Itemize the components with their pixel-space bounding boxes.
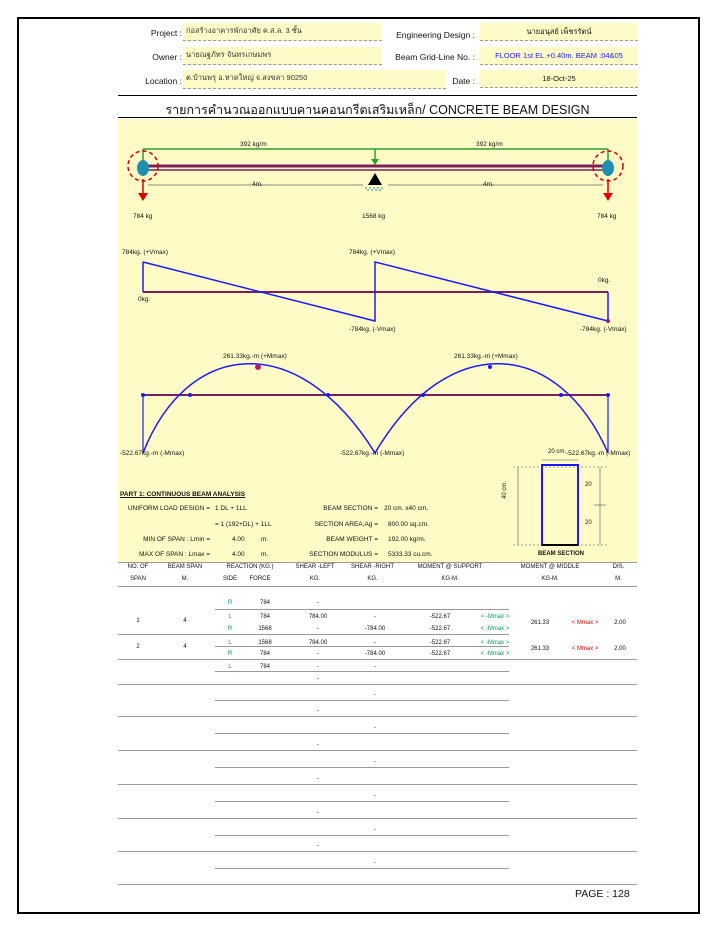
- table-row-rule: [215, 700, 509, 701]
- reaction-side: L: [228, 664, 232, 670]
- moment-dot: [326, 393, 330, 397]
- shear-label-top-mid: 784kg. (+Vmax): [349, 249, 396, 256]
- table-row-rule: [118, 818, 637, 819]
- shear-label-top-left: 784kg. (+Vmax): [122, 249, 169, 256]
- min-span-value: 4.00: [232, 536, 245, 543]
- table-header: SHEAR -LEFT: [295, 564, 335, 570]
- area-label: SECTION AREA;Ag =: [314, 521, 378, 528]
- span-number: 1: [136, 618, 140, 624]
- moment-label-bottom-left: -522.67kg.-m (-Mmax): [120, 450, 185, 457]
- left-roller: [137, 160, 149, 176]
- area-value: 800.00 sq.cm.: [388, 521, 429, 528]
- table-subheader: KG.: [309, 576, 321, 582]
- weight-value: 192.00 kg/m.: [388, 536, 426, 543]
- moment-support-tag: < -Mmax >: [480, 640, 510, 646]
- section-label: BEAM SECTION =: [323, 505, 378, 512]
- max-span-value: 4.00: [232, 551, 245, 558]
- table-row-rule: [215, 767, 509, 768]
- span-label-right: 4m.: [483, 181, 494, 188]
- moment-dot: [188, 393, 192, 397]
- max-span-label: MAX OF SPAN : Lmax =: [139, 551, 210, 558]
- grid-value: FLOOR 1st EL.+0.40m. BEAM :04&05: [480, 47, 638, 65]
- empty-mark: -: [317, 708, 319, 714]
- empty-mark: -: [374, 692, 376, 698]
- moment-dot: [488, 365, 492, 369]
- location-label: Location :: [145, 76, 182, 86]
- table-row-rule: [118, 634, 509, 635]
- table-header: MOMENT @ SUPPORT: [417, 564, 483, 570]
- table-row-rule: [215, 671, 509, 672]
- table-header: NO. OF: [127, 564, 149, 570]
- left-reaction-head: [138, 193, 148, 201]
- title-rule: [118, 117, 637, 118]
- moment-dot: [606, 393, 610, 397]
- moment-diagram-curve: [143, 364, 608, 453]
- shear-left: 784.00: [308, 640, 328, 646]
- project-value: ก่อสร้างอาคารพักอาศัย ค.ส.ล. 3 ชั้น: [183, 23, 382, 41]
- table-subheader: SPAN: [130, 576, 146, 582]
- empty-mark: -: [317, 676, 319, 682]
- load-label-left: 392 kg/m: [240, 141, 267, 148]
- moment-support: -522.67: [429, 614, 451, 620]
- date-label: Date :: [452, 76, 475, 86]
- shear-zero-right: 0kg.: [598, 277, 611, 284]
- empty-mark: -: [374, 860, 376, 866]
- span-number: 2: [136, 644, 140, 650]
- moment-support: -522.67: [429, 651, 451, 657]
- table-row-rule: [118, 784, 637, 785]
- table-header: SHEAR -RIGHT: [350, 564, 394, 570]
- table-subheader: M.: [615, 576, 622, 582]
- moment-support-tag: < -Mmax >: [480, 651, 510, 657]
- reaction-force: 1568: [258, 626, 272, 632]
- moment-support: -522.67: [429, 640, 451, 646]
- reaction-force: 784: [259, 600, 270, 606]
- modulus-label: SECTION MODULUS =: [309, 551, 378, 558]
- middle-pin-support: [368, 173, 382, 185]
- table-row-rule: [215, 835, 509, 836]
- moment-peak-dot: [255, 364, 261, 370]
- reaction-force: 1568: [258, 640, 272, 646]
- table-header: DIS.: [612, 564, 625, 570]
- table-subheader: KG-M.: [441, 576, 459, 582]
- distance: 2.00: [614, 620, 626, 626]
- uniform-expression: = 1 (192+DL) + 1LL: [215, 521, 272, 528]
- empty-mark: -: [374, 725, 376, 731]
- project-label: Project :: [150, 28, 182, 38]
- table-subheader: KG.: [367, 576, 378, 582]
- reaction-right: 784 kg: [597, 213, 617, 220]
- shear-left: -: [317, 664, 319, 670]
- min-span-label: MIN OF SPAN : Lmin =: [143, 536, 210, 543]
- reaction-side: R: [227, 626, 233, 632]
- moment-middle-tag: < Mmax >: [571, 646, 599, 652]
- table-subheader: FORCE: [249, 576, 271, 582]
- right-roller: [602, 160, 614, 176]
- modulus-value: 5333.33 cu.cm.: [388, 551, 433, 558]
- shear-zero-left: 0kg.: [138, 296, 151, 303]
- uniform-value: 1 DL + 1LL: [215, 505, 247, 512]
- table-header: BEAM SPAN: [167, 564, 203, 570]
- table-bottom-rule: [118, 884, 637, 885]
- moment-middle: 261.33: [530, 620, 550, 626]
- section-height-label: 40 cm.: [502, 480, 508, 499]
- span-length: 4: [183, 644, 187, 650]
- diagram-area: [118, 119, 637, 562]
- empty-mark: -: [317, 843, 319, 849]
- shear-left: -: [317, 651, 319, 657]
- location-value: ต.บ้านพรุ อ.หาดใหญ่ จ.สงขลา 90250: [183, 70, 446, 89]
- shear-right: -784.00: [364, 626, 386, 632]
- reaction-force: 784: [259, 664, 270, 670]
- section-value: 20 cm. x40 cm.: [384, 505, 429, 512]
- reaction-side: R: [227, 651, 233, 657]
- empty-mark: -: [317, 742, 319, 748]
- reaction-side: L: [228, 614, 232, 620]
- moment-support-tag: < -Mmax >: [480, 614, 510, 620]
- page-number: PAGE : 128: [575, 888, 630, 900]
- table-row-rule: [118, 659, 637, 660]
- owner-value: นายณฐภัทร จันทรเกษมพร: [183, 47, 382, 65]
- shear-left: -: [317, 626, 319, 632]
- moment-label-bottom-mid: -522.67kg.-m (-Mmax): [340, 450, 405, 457]
- owner-label: Owner :: [152, 52, 182, 62]
- shear-label-bottom-right: -784kg. (-Vmax): [580, 326, 627, 333]
- moment-support: -522.67: [429, 626, 451, 632]
- shear-left: -: [317, 600, 319, 606]
- reaction-mid: 1568 kg: [362, 213, 386, 220]
- table-row-rule: [215, 733, 509, 734]
- section-width-label: 20 cm.: [548, 449, 567, 455]
- reaction-side: L: [228, 640, 232, 646]
- moment-label-bottom-right: -522.67kg.-m (-Mmax): [566, 450, 631, 457]
- eng-value: นายอนุสย์ เพ็ชรรัตน์: [480, 23, 638, 41]
- table-row-rule: [118, 750, 637, 751]
- empty-mark: -: [374, 793, 376, 799]
- reaction-side: R: [227, 600, 233, 606]
- beam-section-rect: [542, 465, 578, 545]
- analysis-heading: PART 1: CONTINUOUS BEAM ANALYSIS: [120, 491, 246, 498]
- table-row-rule: [215, 646, 509, 647]
- reaction-force: 784: [259, 614, 270, 620]
- table-subheader: M.: [181, 576, 189, 582]
- header-rule: [118, 95, 637, 96]
- uniform-label: UNIFORM LOAD DESIGN =: [127, 505, 210, 512]
- distance: 2.00: [614, 646, 626, 652]
- section-lower-label: 20: [585, 520, 592, 526]
- table-subheader: SIDE: [222, 576, 237, 582]
- table-row-rule: [118, 851, 637, 852]
- right-reaction-head: [603, 193, 613, 201]
- load-label-right: 392 kg/m: [476, 141, 503, 148]
- moment-middle-tag: < Mmax >: [571, 620, 599, 626]
- shear-label-bottom-mid: -784kg. (-Vmax): [349, 326, 396, 333]
- reaction-force: 784: [259, 651, 270, 657]
- table-row-rule: [215, 868, 509, 869]
- min-span-unit: m.: [261, 536, 269, 543]
- span-length: 4: [183, 618, 187, 624]
- table-header-rule: [118, 586, 637, 587]
- moment-dot: [141, 393, 145, 397]
- moment-label-top-right: 261.33kg.-m (+Mmax): [454, 353, 518, 360]
- section-upper-label: 20: [585, 482, 592, 488]
- weight-label: BEAM WEIGHT =: [326, 536, 378, 543]
- table-row-rule: [215, 609, 509, 610]
- shear-right: -784.00: [364, 651, 386, 657]
- table-row-rule: [118, 716, 637, 717]
- table-row-rule: [118, 684, 637, 685]
- section-caption: BEAM SECTION: [538, 551, 585, 557]
- shear-left: 784.00: [308, 614, 328, 620]
- reaction-left: 784 kg: [133, 213, 153, 220]
- page-title: รายการคำนวณออกแบบคานคอนกรีตเสริมเหล็ก/ CONCRETE BEAM DESIGN: [165, 103, 590, 117]
- table-top-rule: [118, 562, 637, 563]
- grid-label: Beam Grid-Line No. :: [395, 52, 475, 62]
- date-value: 18-Oct-25: [480, 70, 638, 88]
- shear-end-dot: [606, 319, 610, 323]
- table-header: REACTION (KG.): [226, 564, 274, 570]
- shear-right: -: [374, 614, 376, 620]
- shear-right: -: [374, 640, 376, 646]
- eng-label: Engineering Design :: [396, 30, 475, 40]
- empty-mark: -: [374, 827, 376, 833]
- empty-mark: -: [374, 759, 376, 765]
- empty-mark: -: [317, 776, 319, 782]
- moment-middle: 261.33: [530, 646, 550, 652]
- moment-dot: [421, 393, 425, 397]
- load-arrowhead-mid: [371, 159, 379, 165]
- moment-dot: [559, 393, 563, 397]
- moment-support-tag: < -Mmax >: [480, 626, 510, 632]
- moment-label-top-left: 261.33kg.-m (+Mmax): [223, 353, 287, 360]
- table-subheader: KG-M.: [541, 576, 559, 582]
- table-row-rule: [215, 801, 509, 802]
- empty-mark: -: [317, 810, 319, 816]
- span-label-left: 4m.: [252, 181, 263, 188]
- shear-right: -: [374, 664, 376, 670]
- max-span-unit: m.: [261, 551, 269, 558]
- table-header: MOMENT @ MIDDLE: [520, 564, 580, 570]
